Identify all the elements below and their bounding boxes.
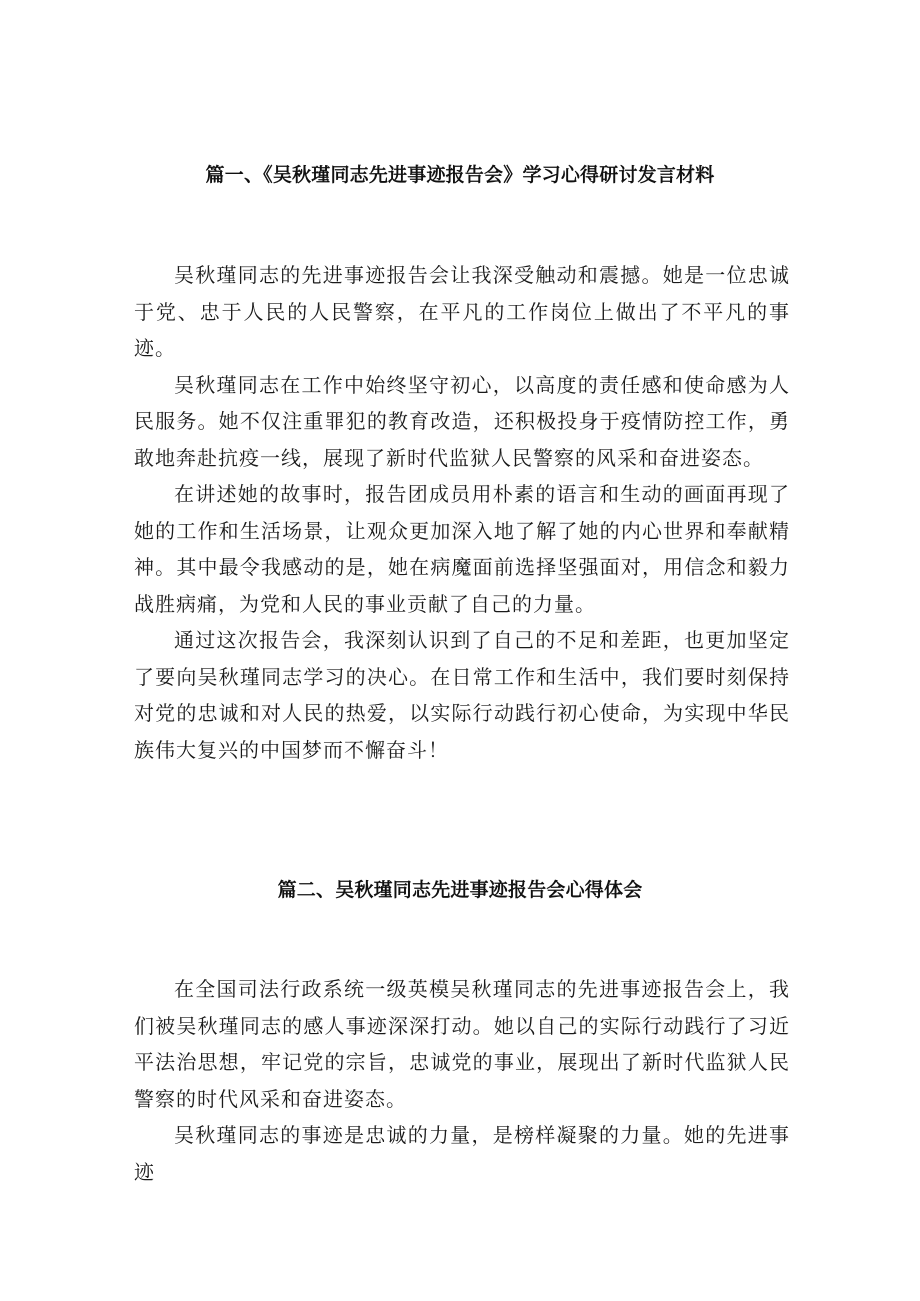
section-1-paragraph-2: 吴秋瑾同志在工作中始终坚守初心，以高度的责任感和使命感为人民服务。她不仅注重罪犯的教育改造，还积极投身于疫情防控工作，勇敢地奔赴抗疫一线，展现了新时代监狱人民警察的风采和奋进姿态。 <box>134 372 790 470</box>
section-1-paragraph-3: 在讲述她的故事时，报告团成员用朴素的语言和生动的画面再现了她的工作和生活场景，让观众更加深入地了解了她的内心世界和奉献精神。其中最令我感动的是，她在病魔面前选择坚强面对，用信念和毅力战胜病痛，为党和人民的事业贡献了自己的力量。 <box>134 482 790 616</box>
section-1-paragraph-4: 通过这次报告会，我深刻认识到了自己的不足和差距，也更加坚定了要向吴秋瑾同志学习的决心。在日常工作和生活中，我们要时刻保持对党的忠诚和对人民的热爱，以实际行动践行初心使命，为实现中华民族伟大复兴的中国梦而不懈奋斗！ <box>134 628 790 762</box>
section-2-body <box>134 971 790 1190</box>
section-2-paragraph-1: 在全国司法行政系统一级英模吴秋瑾同志的先进事迹报告会上，我们被吴秋瑾同志的感人事迹深深打动。她以自己的实际行动践行了习近平法治思想，牢记党的宗旨，忠诚党的事业，展现出了新时代监狱人民警察的时代风采和奋进姿态。 <box>134 977 790 1111</box>
section-1-title: 篇一、《吴秋瑾同志先进事迹报告会》学习心得研讨发言材料 <box>205 164 715 186</box>
section-1-body <box>134 257 790 768</box>
section-1-paragraph-1: 吴秋瑾同志的先进事迹报告会让我深受触动和震撼。她是一位忠诚于党、忠于人民的人民警察，在平凡的工作岗位上做出了不平凡的事迹。 <box>134 263 790 360</box>
section-2-paragraph-2: 吴秋瑾同志的事迹是忠诚的力量，是榜样凝聚的力量。她的先进事迹 <box>134 1123 790 1184</box>
section-2-title: 篇二、吴秋瑾同志先进事迹报告会心得体会 <box>277 879 643 901</box>
